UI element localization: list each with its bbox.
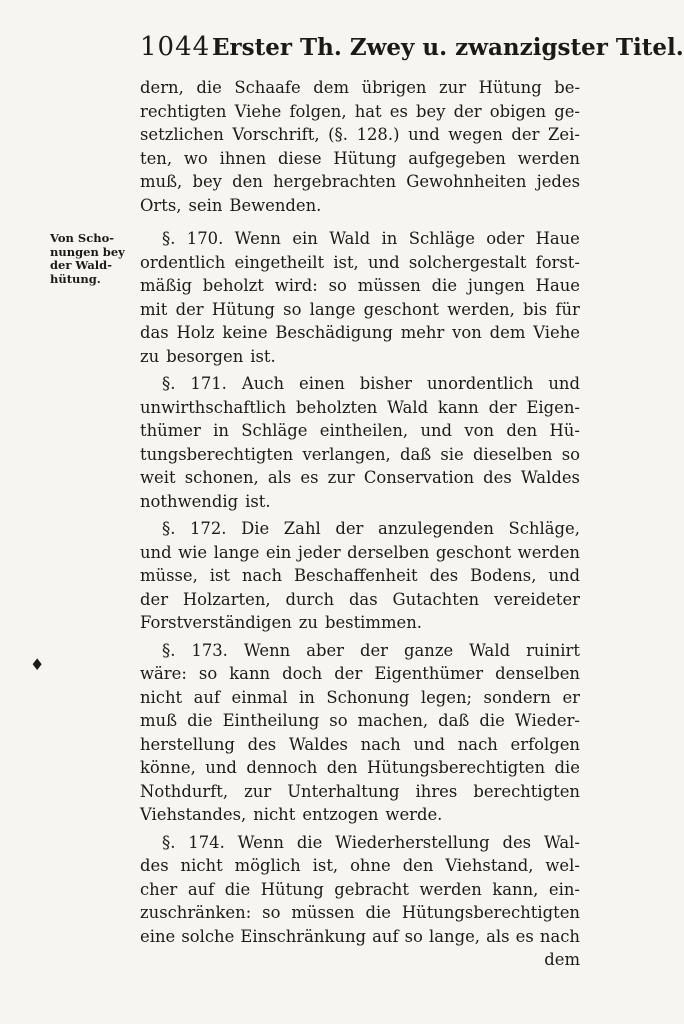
word: der [334, 664, 363, 683]
word: auf [187, 879, 215, 899]
text-line [140, 588, 580, 612]
word: die [296, 832, 323, 852]
word: legen; [420, 687, 473, 707]
word: Hütung [211, 299, 275, 319]
word: der [453, 101, 482, 121]
word: Zei- [548, 125, 580, 144]
word: rechtigten [140, 101, 227, 121]
word: 173. [191, 640, 228, 660]
word: in [213, 421, 229, 440]
text-line [140, 298, 580, 322]
word: und [420, 421, 453, 440]
word: Hü- [549, 421, 580, 440]
word: §. [162, 640, 176, 660]
word: Wald [387, 397, 429, 417]
page-header [140, 28, 684, 68]
text-line [140, 123, 580, 147]
text-line [140, 709, 580, 733]
word: aber [306, 640, 344, 660]
word: den [402, 856, 434, 875]
word: Haue [535, 276, 580, 295]
word: der [488, 397, 517, 417]
text-line [140, 878, 580, 902]
word: Hütung [333, 148, 397, 168]
word: nicht [180, 856, 223, 875]
word: nicht [140, 687, 183, 707]
text-line [140, 194, 580, 218]
word: Vorschrift, [232, 125, 320, 144]
word: ist. [250, 346, 276, 366]
word: solche [181, 926, 235, 946]
word: ist, [312, 856, 339, 875]
word: §. [162, 229, 176, 248]
word: die [196, 78, 222, 97]
word: Beschaffenheit [293, 566, 418, 585]
word: tungsberechtigten [140, 444, 294, 464]
word: und [413, 734, 446, 754]
word: des [483, 468, 512, 487]
word: dem [489, 323, 526, 342]
word: Auch [241, 374, 285, 393]
word: Waldes [288, 734, 348, 754]
word: 171. [190, 374, 227, 393]
word: sein [188, 195, 223, 215]
word: schonen, [184, 468, 259, 487]
word: zu [140, 346, 160, 366]
word: müssen [357, 276, 421, 295]
word: keine [222, 323, 268, 342]
text-line [140, 925, 580, 949]
word: auf [193, 687, 221, 707]
word: den [506, 421, 538, 440]
word: als [267, 468, 292, 487]
word: Viehstand, [445, 856, 534, 875]
margin-note [50, 232, 132, 286]
word: ten, [140, 148, 173, 168]
word: es [389, 101, 408, 121]
word: wird: [274, 276, 318, 295]
word: sondern [483, 687, 551, 707]
word: daß [399, 444, 432, 464]
margin-mark: ♦ [30, 655, 45, 674]
text-line [140, 541, 580, 565]
running-title: Erster Th. Zwey u. zwanzigster Titel. [212, 34, 684, 61]
word: so [404, 926, 423, 946]
word: so [329, 711, 348, 730]
word: vereideter [493, 589, 580, 609]
word: wel- [545, 856, 580, 875]
text-line [140, 251, 580, 275]
word: ohne [350, 856, 391, 875]
word: weit [140, 468, 176, 487]
word: wäre: [140, 664, 187, 683]
word: zur [439, 78, 467, 97]
text-line [140, 321, 580, 345]
word: durch [285, 589, 335, 609]
word: ihres [415, 781, 458, 801]
word: nothwendig [140, 491, 239, 511]
word: werden [517, 542, 580, 562]
word: Wieder- [514, 711, 580, 730]
word: so [262, 903, 281, 922]
word: daß [438, 711, 470, 730]
word: die [187, 711, 213, 730]
word: und [548, 566, 580, 585]
word: eingetheilt [234, 252, 325, 272]
word: verlangen, [302, 444, 391, 464]
margin-note-line: hütung. [50, 271, 101, 286]
word: dieselben [472, 444, 553, 464]
word: bisher [359, 374, 412, 393]
word: wie [178, 542, 208, 562]
word: Gutachten [392, 589, 480, 609]
word: Wenn [243, 640, 291, 660]
word: des [429, 566, 459, 585]
word: von [464, 421, 495, 440]
margin-note-line: Von Scho- [50, 231, 115, 245]
word: oder [486, 229, 525, 248]
word: und [408, 125, 440, 144]
word: anzulegenden [377, 519, 494, 538]
word: forst- [535, 252, 580, 272]
word: es [300, 468, 319, 487]
text-line [140, 466, 580, 490]
word: be- [554, 78, 580, 97]
word: muß, [140, 172, 183, 191]
word: Wald [329, 229, 371, 248]
word: ein [265, 542, 292, 562]
text-line [140, 76, 580, 100]
word: Hütung [260, 879, 324, 899]
text-line [140, 803, 580, 827]
word: Viehstandes, [140, 805, 247, 824]
word: machen, [357, 711, 429, 730]
word: Schläge [408, 229, 475, 248]
word: so [198, 664, 218, 683]
word: dern, [140, 78, 184, 97]
word: Waldes [520, 468, 580, 487]
word: Einschränkung [240, 926, 367, 946]
word: Wenn [237, 832, 284, 852]
text-line [140, 274, 580, 298]
word: solchergestalt [408, 252, 527, 272]
word: die [365, 903, 391, 922]
word: Nothdurft, [140, 781, 229, 801]
word: (§. [328, 125, 348, 144]
word: 172. [190, 519, 227, 538]
word: Hütung [478, 78, 542, 97]
text-line [140, 345, 580, 369]
word: gebracht [334, 879, 409, 899]
word: bey [416, 101, 446, 121]
word: Zahl [283, 519, 321, 538]
word: nicht [253, 805, 296, 824]
word: 170. [186, 229, 224, 248]
word: so [561, 444, 580, 464]
text-line [140, 756, 580, 780]
word: Hütungsberechtigten [401, 903, 580, 922]
catchword: dem [544, 950, 580, 969]
word: ein- [548, 879, 580, 899]
word: Schläge, [508, 519, 580, 538]
text-line [140, 490, 580, 514]
word: diese [278, 148, 322, 168]
word: unordentlich [426, 374, 534, 393]
text-line [140, 639, 580, 663]
word: Eigenthümer [374, 664, 484, 683]
word: und [548, 374, 580, 393]
word: und [205, 758, 237, 777]
word: das [348, 589, 378, 609]
word: die [554, 758, 580, 777]
word: Orts, [140, 195, 182, 215]
word: so [283, 299, 302, 319]
word: jungen [467, 276, 525, 295]
word: möglich [234, 856, 301, 875]
text-line [140, 780, 580, 804]
word: der [359, 640, 389, 660]
word: denselben [495, 664, 580, 683]
word: §. [162, 832, 176, 852]
body-text [140, 76, 580, 972]
word: und [140, 542, 172, 562]
word: Forstverständigen [140, 613, 292, 632]
text-line [140, 419, 580, 443]
word: Holz [176, 323, 215, 342]
text-line [140, 901, 580, 925]
word: beholzt [202, 276, 264, 295]
word: ist, [333, 252, 359, 272]
word: doch [282, 664, 323, 683]
word: ordentlich [140, 252, 226, 272]
word: Eintheilung [222, 711, 320, 730]
margin-note-line: der Wald- [50, 258, 112, 272]
word: ruinirt [526, 640, 580, 660]
text-line [140, 443, 580, 467]
word: des [502, 832, 532, 852]
word: zur [244, 781, 272, 801]
word: Unterhaltung [287, 781, 400, 801]
text-line [140, 147, 580, 171]
word: muß [140, 711, 178, 730]
text-line [140, 564, 580, 588]
word: bis [523, 299, 548, 319]
word: lange [309, 299, 356, 319]
word: Viehe [234, 101, 282, 121]
text-line [140, 831, 580, 855]
word: setzlichen [140, 125, 224, 144]
word: obigen [489, 101, 547, 121]
word: des [247, 734, 277, 754]
word: mehr [400, 323, 445, 342]
word: beholzten [295, 397, 378, 417]
word: kann [229, 664, 271, 683]
word: nach [241, 566, 283, 585]
word: erfolgen [510, 734, 580, 754]
word: herstellung [140, 734, 235, 754]
word: eine [140, 926, 176, 946]
word: dennoch [246, 758, 318, 777]
word: Schonung [326, 687, 410, 707]
text-line [140, 517, 580, 541]
text-line [140, 854, 580, 878]
text-line [140, 227, 580, 251]
text-line [140, 100, 580, 124]
word: und [367, 252, 400, 272]
word: werden [419, 879, 482, 899]
word: jedes [536, 172, 580, 191]
text-line [140, 170, 580, 194]
word: 128.) [356, 125, 400, 144]
word: den [326, 758, 358, 777]
text-line [140, 733, 580, 757]
word: jeder [297, 542, 341, 562]
word: ein [292, 229, 318, 248]
page-number: 1044 [140, 32, 211, 62]
word: folgen, [289, 101, 347, 121]
word: bestimmen. [324, 613, 422, 632]
word: geschont [435, 542, 512, 562]
word: Haue [535, 229, 580, 248]
word: der [511, 125, 540, 144]
word: besorgen [166, 346, 244, 366]
word: nach [457, 734, 498, 754]
word: derselben [347, 542, 430, 562]
word: zuschränken: [140, 903, 252, 922]
word: eintheilen, [319, 421, 409, 440]
word: von [452, 323, 482, 342]
word: Bodens, [470, 566, 537, 585]
word: die [431, 276, 458, 295]
word: aufgegeben [408, 148, 506, 168]
word: übrigen [361, 78, 427, 97]
word: lange [213, 542, 260, 562]
word: müssen [291, 903, 355, 922]
word: werden [517, 148, 580, 168]
word: hergebrachten [273, 172, 397, 191]
word: Wald [469, 640, 511, 660]
word: §. [162, 374, 176, 393]
word: müsse, [140, 566, 198, 585]
word: zu [298, 613, 318, 632]
word: Beschädigung [275, 323, 393, 342]
word: bey [192, 172, 222, 191]
text-line [140, 662, 580, 686]
word: sie [440, 444, 464, 464]
word: wo [183, 148, 208, 168]
word: Gewohnheiten [406, 172, 527, 191]
word: kann, [492, 879, 539, 899]
word: der [335, 519, 364, 538]
word: in [299, 687, 315, 707]
margin-note-line: nungen bey [50, 244, 125, 259]
word: Wenn [234, 229, 281, 248]
word: wegen [448, 125, 503, 144]
word: so [328, 276, 347, 295]
word: Holzarten, [182, 589, 271, 609]
word: cher [140, 879, 178, 899]
word: thümer [140, 421, 201, 440]
word: werden, [447, 299, 515, 319]
word: hat [354, 101, 382, 121]
word: Conservation [363, 468, 475, 487]
word: ist [209, 566, 231, 585]
word: die [479, 711, 505, 730]
word: nach [539, 926, 580, 946]
word: auf [372, 926, 399, 946]
text-line [140, 372, 580, 396]
word: berechtigten [473, 781, 580, 801]
word: Viehe [533, 323, 580, 342]
word: des [140, 856, 169, 875]
word: §. [162, 519, 176, 538]
word: den [232, 172, 263, 191]
word: für [555, 299, 580, 319]
text-line [140, 396, 580, 420]
word: der [140, 589, 169, 609]
text-line [140, 686, 580, 710]
paragraph-gap [140, 217, 580, 227]
word: Bewenden. [229, 195, 322, 215]
word: einen [299, 374, 345, 393]
word: geschont [363, 299, 440, 319]
word: mäßig [140, 276, 192, 295]
word: ge- [554, 101, 580, 121]
word: lange, [429, 926, 481, 946]
word: Wiederherstellung [335, 832, 490, 852]
word: in [381, 229, 398, 248]
word: könne, [140, 758, 196, 777]
word: als [486, 926, 510, 946]
word: ganze [404, 640, 454, 660]
word: Eigen- [526, 397, 580, 417]
word: ist. [245, 491, 271, 511]
word: Wal- [543, 832, 580, 852]
word: Schaafe [234, 78, 301, 97]
word: ihnen [219, 148, 267, 168]
word: Schläge [241, 421, 308, 440]
text-line [140, 611, 580, 635]
word: die [224, 879, 251, 899]
word: nach [360, 734, 401, 754]
word: kann [437, 397, 479, 417]
word: unwirthschaftlich [140, 397, 287, 417]
word: er [562, 687, 580, 707]
word: entzogen [302, 805, 379, 824]
word: Die [241, 519, 270, 538]
word: dem [313, 78, 349, 97]
word: der [175, 299, 204, 319]
word: Hütungsberechtigten [366, 758, 546, 777]
word: zur [327, 468, 355, 487]
word: einmal [231, 687, 288, 707]
word: mit [140, 299, 168, 319]
word: werde. [385, 805, 443, 824]
word: das [140, 323, 169, 342]
word: es [515, 926, 534, 946]
word: 174. [188, 832, 225, 852]
